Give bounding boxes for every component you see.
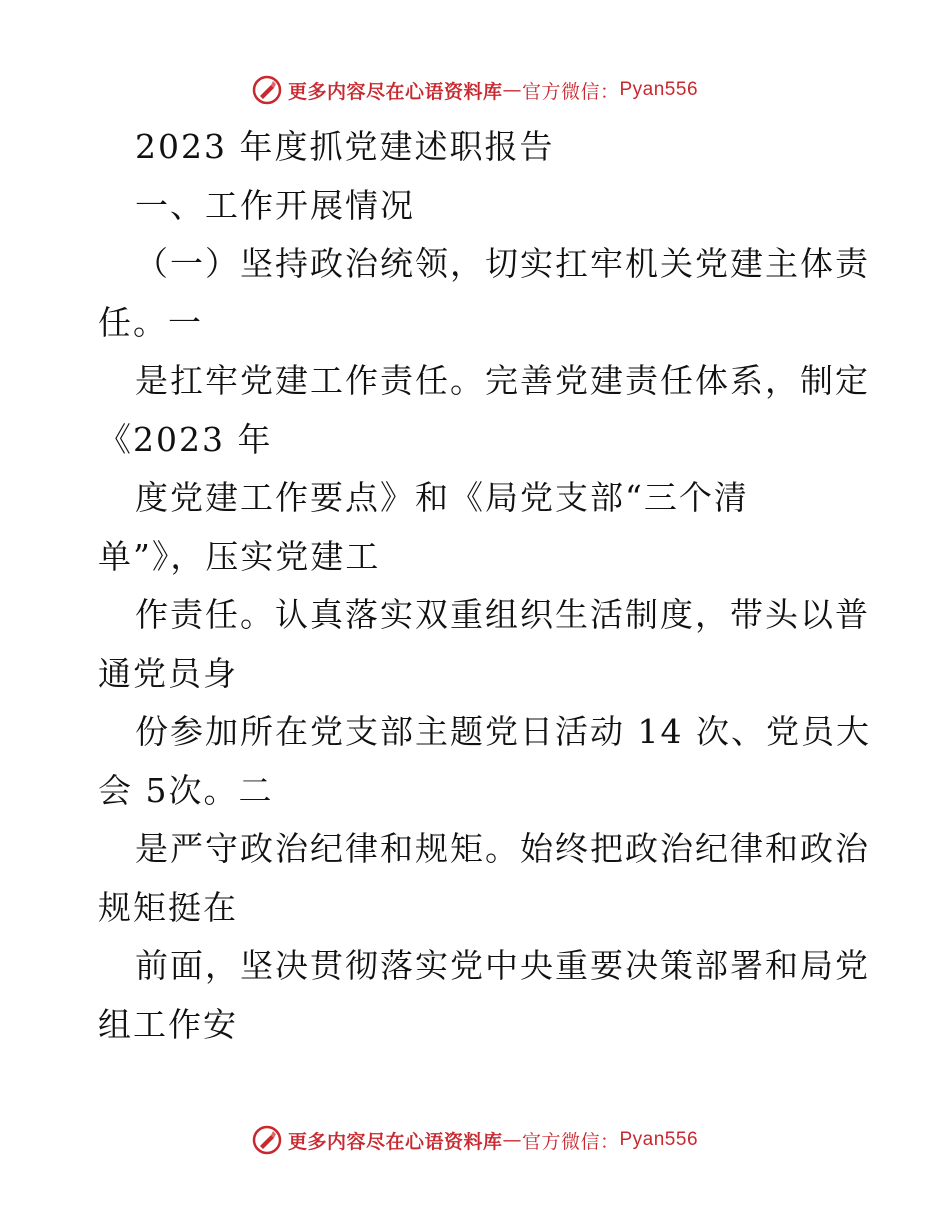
subsection-heading: （一）坚持政治统领，切实扛牢机关党建主体责 (135, 244, 870, 283)
body-line: 份参加所在党支部主题党日活动 14 次、党员大 (135, 712, 871, 751)
body-line: 通党员身 (98, 653, 238, 693)
body-line: 度党建工作要点》和《局党支部“三个清 (135, 478, 749, 517)
watermark-wechat-id: Pyan556 (619, 79, 699, 100)
document-body (98, 118, 871, 1054)
body-line: 单”》，压实党建工 (98, 536, 381, 576)
body-line: 作责任。认真落实双重组织生活制度，带头以普 (135, 595, 870, 634)
body-line: 是扛牢党建工作责任。完善党建责任体系，制定 (135, 361, 870, 400)
section-heading: 一、工作开展情况 (135, 185, 415, 225)
pen-logo-icon (252, 75, 282, 105)
header-watermark (0, 70, 950, 110)
watermark-label: 官方微信： (521, 80, 620, 103)
body-line: 前面，坚决贯彻落实党中央重要决策部署和局党 (135, 946, 870, 985)
body-line: 是严守政治纪律和规矩。始终把政治纪律和政治 (135, 829, 870, 868)
watermark-separator: — (502, 79, 522, 101)
watermark-main-text: 更多内容尽在心语资料库 (287, 1130, 503, 1153)
watermark-main-text: 更多内容尽在心语资料库 (287, 80, 503, 103)
body-line: 会 5次。二 (98, 770, 274, 810)
watermark-separator: — (502, 1129, 522, 1151)
body-line: 组工作安 (98, 1004, 238, 1044)
body-line: 《2023 年 (98, 419, 273, 459)
watermark-wechat-id: Pyan556 (619, 1129, 699, 1150)
document-title: 2023 年度抓党建述职报告 (135, 127, 555, 166)
footer-watermark (0, 1120, 950, 1160)
pen-logo-icon (252, 1125, 282, 1155)
body-line: 规矩挺在 (98, 887, 238, 927)
body-line: 任。一 (98, 302, 203, 342)
watermark-label: 官方微信： (521, 1130, 620, 1153)
